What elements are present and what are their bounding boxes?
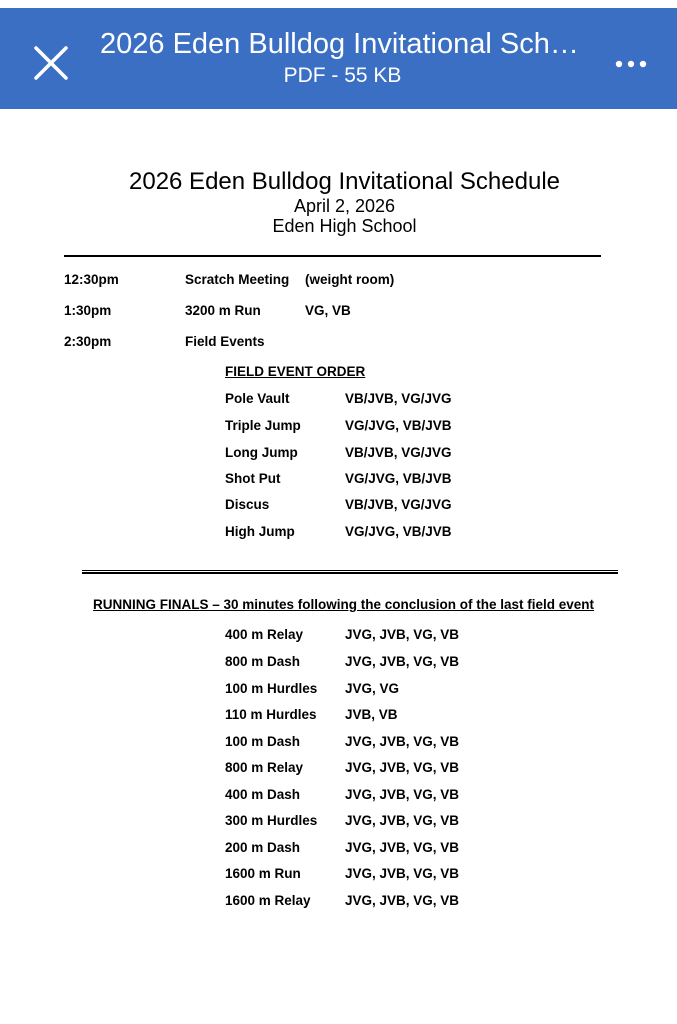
running-event-name: 100 m Dash xyxy=(225,734,301,749)
section-divider-top xyxy=(82,570,618,571)
running-event-divisions: JVG, JVB, VG, VB xyxy=(345,734,460,749)
running-event-name: 100 m Hurdles xyxy=(225,681,318,696)
more-horizontal-icon xyxy=(614,54,650,74)
running-event-divisions: JVG, JVB, VG, VB xyxy=(345,866,460,881)
field-event-name: Shot Put xyxy=(225,471,281,486)
running-event-name: 400 m Dash xyxy=(225,787,301,802)
running-event-divisions: JVG, JVB, VG, VB xyxy=(345,840,460,855)
document-title: 2026 Eden Bulldog Invitational Sch… xyxy=(100,28,579,60)
running-event-name: 800 m Relay xyxy=(225,760,304,775)
field-event-divisions: VB/JVB, VG/JVG xyxy=(345,497,452,512)
field-event-heading: FIELD EVENT ORDER xyxy=(225,364,366,379)
running-event-name: 300 m Hurdles xyxy=(225,813,318,828)
running-event-name: 1600 m Relay xyxy=(225,893,311,908)
field-event-name: Pole Vault xyxy=(225,391,290,406)
field-event-divisions: VB/JVB, VG/JVG xyxy=(345,445,452,460)
schedule-event: Field Events xyxy=(185,334,265,349)
running-event-name: 400 m Relay xyxy=(225,627,304,642)
running-event-divisions: JVB, VB xyxy=(345,707,398,722)
schedule-time: 2:30pm xyxy=(64,334,112,349)
running-event-name: 800 m Dash xyxy=(225,654,301,669)
field-event-divisions: VG/JVG, VB/JVB xyxy=(345,471,452,486)
running-event-name: 200 m Dash xyxy=(225,840,301,855)
running-event-divisions: JVG, VG xyxy=(345,681,400,696)
running-event-name: 1600 m Run xyxy=(225,866,301,881)
pdf-page xyxy=(0,110,677,1024)
schedule-time: 1:30pm xyxy=(64,303,112,318)
field-event-divisions: VB/JVB, VG/JVG xyxy=(345,391,452,406)
running-event-name: 110 m Hurdles xyxy=(225,707,317,722)
schedule-event: 3200 m Run xyxy=(185,303,261,318)
field-event-name: Discus xyxy=(225,497,270,512)
running-event-divisions: JVG, JVB, VG, VB xyxy=(345,654,460,669)
field-event-divisions: VG/JVG, VB/JVB xyxy=(345,418,452,433)
running-event-divisions: JVG, JVB, VG, VB xyxy=(345,760,460,775)
schedule-detail: (weight room) xyxy=(305,272,395,287)
schedule-date: April 2, 2026 xyxy=(293,196,396,216)
schedule-title: 2026 Eden Bulldog Invitational Schedule xyxy=(129,168,560,195)
schedule-time: 12:30pm xyxy=(64,272,119,287)
more-options-button[interactable] xyxy=(614,54,650,74)
field-event-name: High Jump xyxy=(225,524,295,539)
document-size: PDF - 55 KB xyxy=(283,64,402,87)
section-divider-bottom xyxy=(82,572,618,574)
schedule-event: Scratch Meeting xyxy=(185,272,290,287)
schedule-location: Eden High School xyxy=(272,216,417,236)
top-app-bar xyxy=(0,8,677,109)
running-event-divisions: JVG, JVB, VG, VB xyxy=(345,893,460,908)
field-event-divisions: VG/JVG, VB/JVB xyxy=(345,524,452,539)
running-finals-heading: RUNNING FINALS – 30 minutes following the conclusion of the last field event xyxy=(93,597,595,612)
schedule-detail: VG, VB xyxy=(305,303,351,318)
running-event-divisions: JVG, JVB, VG, VB xyxy=(345,787,460,802)
running-event-divisions: JVG, JVB, VG, VB xyxy=(345,627,460,642)
running-event-divisions: JVG, JVB, VG, VB xyxy=(345,813,460,828)
field-event-name: Triple Jump xyxy=(225,418,301,433)
field-event-name: Long Jump xyxy=(225,445,298,460)
header-divider xyxy=(64,255,601,257)
